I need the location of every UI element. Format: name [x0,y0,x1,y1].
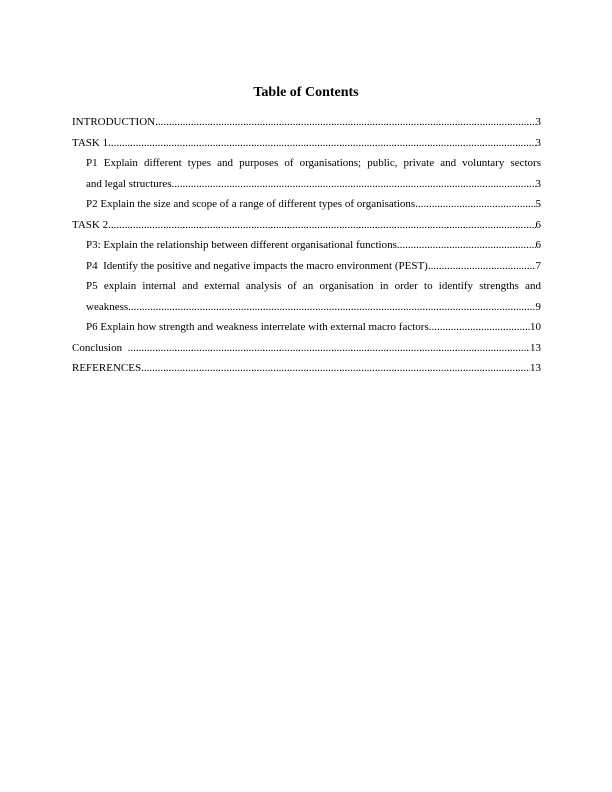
toc-entry-label: weakness [86,300,129,313]
toc-entry-label: TASK 1 [72,136,109,149]
toc-entry-label: P2 Explain the size and scope of a range of different types of organisations [86,198,416,210]
toc-entry-task-1[interactable] [72,133,541,154]
toc-entry-label: Conclusion [72,341,128,354]
toc-leader-dots [108,215,535,236]
toc-page-number: 13 [530,362,541,374]
toc-entry-p6[interactable] [72,317,541,338]
table-of-contents [72,112,541,379]
toc-page-number: 3 [535,116,541,128]
toc-entry-label-line1: P1 Explain different types and purposes of organisations; public, private and voluntary sectors [86,157,541,169]
toc-leader-dots [429,317,530,338]
toc-leader-dots [172,174,536,195]
toc-page-number: 7 [535,259,541,272]
toc-entry-label: P6 Explain how strength and weakness interrelate with external macro factors [86,321,429,333]
toc-entry-label-line1: P5 explain internal and external analysis of an organisation in order to identify strengths and [86,280,541,292]
toc-entry-p3[interactable] [72,235,541,256]
toc-entry-label: REFERENCES [72,362,142,374]
toc-title: Table of Contents [253,85,359,100]
toc-page-number: 13 [530,341,541,354]
toc-page-number: 6 [535,239,541,251]
toc-entry-p5[interactable] [72,276,541,317]
toc-entry-p1[interactable] [72,153,541,194]
toc-leader-dots [155,112,535,133]
toc-leader-dots [397,235,536,256]
toc-entry-label: TASK 2 [72,218,109,231]
toc-entry-label: INTRODUCTION [72,116,156,128]
toc-entry-label: and legal structures [86,177,172,190]
toc-entry-p2[interactable] [72,194,541,215]
toc-entry-label: P4 Identify the positive and negative impacts the macro environment (PEST) [86,259,428,272]
toc-entry-introduction[interactable] [72,112,541,133]
toc-leader-dots [128,297,535,318]
toc-leader-dots [415,194,535,215]
toc-entry-p4[interactable] [72,256,541,277]
toc-entry-task-2[interactable] [72,215,541,236]
toc-entry-label: P3: Explain the relationship between different organisational functions [86,239,397,251]
toc-page-number: 3 [535,136,541,149]
toc-page-number: 10 [530,321,541,333]
toc-leader-dots [141,358,530,379]
toc-entry-references[interactable] [72,358,541,379]
toc-page-number: 3 [535,177,541,190]
toc-leader-dots [108,133,535,154]
toc-leader-dots [128,338,530,359]
toc-page-number: 5 [535,198,541,210]
toc-page-number: 9 [535,300,541,313]
toc-leader-dots [428,256,536,277]
toc-entry-conclusion[interactable] [72,338,541,359]
toc-page-number: 6 [535,218,541,231]
